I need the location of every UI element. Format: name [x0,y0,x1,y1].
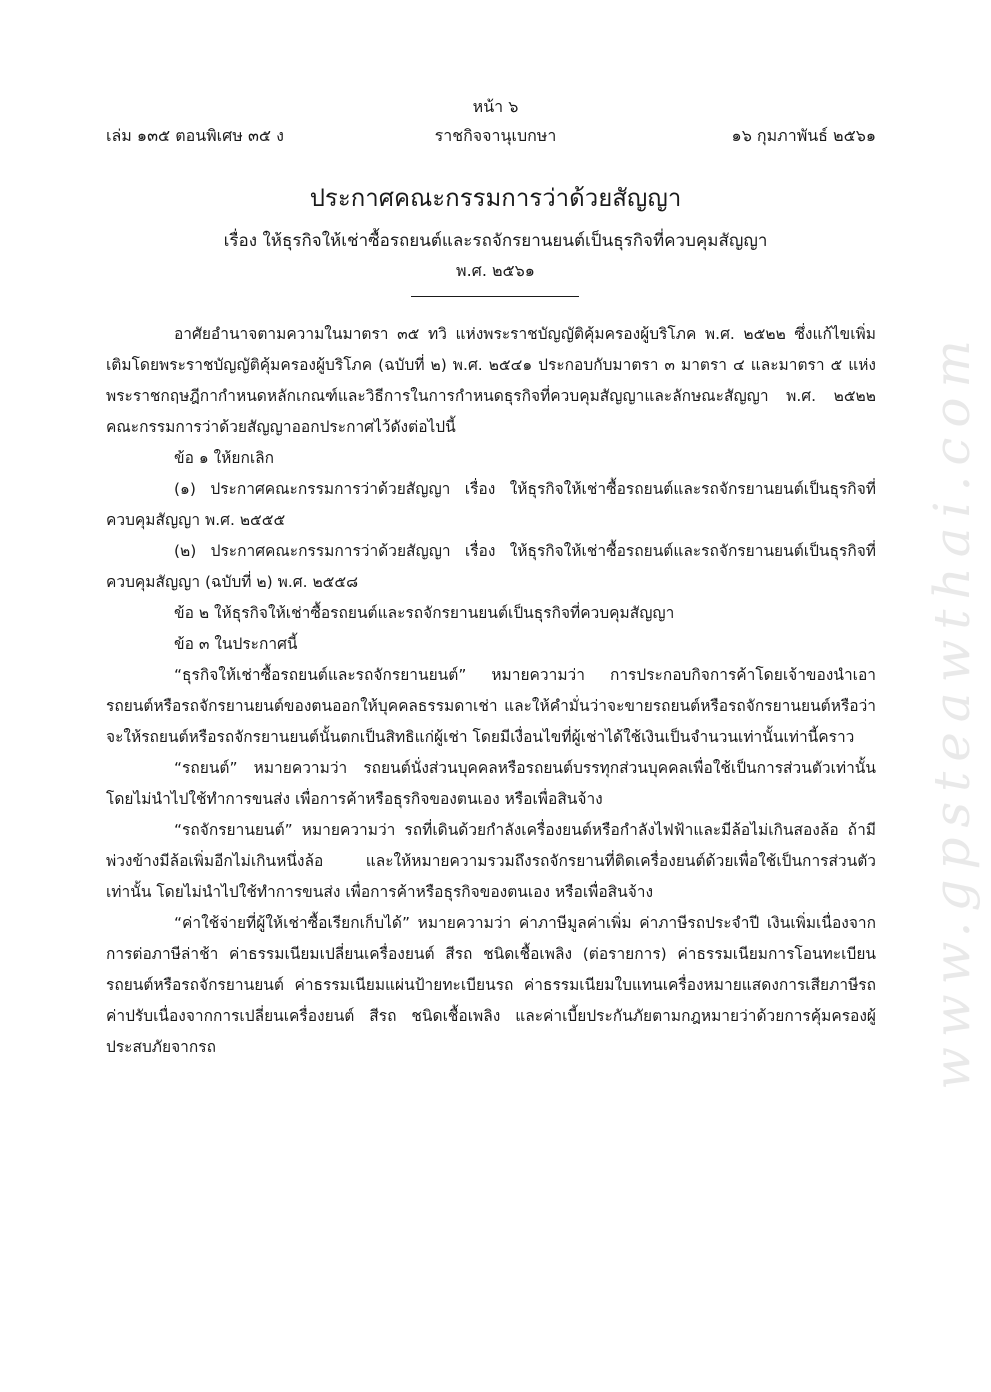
header-date: ๑๖ กุมภาพันธ์ ๒๕๖๑ [731,126,876,145]
watermark-text: www.gpsteawthai.com [923,330,981,1090]
clause-2: ข้อ ๒ ให้ธุรกิจให้เช่าซื้อรถยนต์และรถจักรยานยนต์เป็นธุรกิจที่ควบคุมสัญญา [174,604,675,622]
definition-motorcycle: “รถจักรยานยนต์” หมายความว่า รถที่เดินด้วยกำลังเครื่องยนต์หรือกำลังไฟฟ้าและมีล้อไม่เกินสองล้อ ถ้ามีพ่วงข้างมีล้อเพิ่มอีกไม่เกินหนึ่งล้อ และให้หมายความรวมถึงรถจักรยานที่ติดเครื่องยนต์ด้วยเพื่อใช้เป็นการส่วนตัวเท่านั้น โดยไม่นำไปใช้ทำการขนส่ง เพื่อการค้าหรือธุรกิจของตนเอง หรือเพื่อสินจ้าง [106,821,876,901]
document-subject: เรื่อง ให้ธุรกิจให้เช่าซื้อรถยนต์และรถจักรยานยนต์เป็นธุรกิจที่ควบคุมสัญญา [223,231,768,251]
document-body [106,319,876,1063]
definition-car: “รถยนต์” หมายความว่า รถยนต์นั่งส่วนบุคคลหรือรถยนต์บรรทุกส่วนบุคคลเพื่อใช้เป็นการส่วนตัวเท่านั้น โดยไม่นำไปใช้ทำการขนส่ง เพื่อการค้าหรือธุรกิจของตนเอง หรือเพื่อสินจ้าง [106,759,876,808]
definition-business: “ธุรกิจให้เช่าซื้อรถยนต์และรถจักรยานยนต์” หมายความว่า การประกอบกิจการค้าโดยเจ้าของนำเอารถยนต์หรือรถจักรยานยนต์ของตนออกให้บุคคลธรรมดาเช่า และให้คำมั่นว่าจะขายรถยนต์หรือรถจักรยานยนต์หรือว่าจะให้รถยนต์หรือรถจักรยานยนต์นั้นตกเป็นสิทธิแก่ผู้เช่า โดยมีเงื่อนไขที่ผู้เช่าได้ใช้เงินเป็นจำนวนเท่านั้นเท่านี้คราว [106,666,876,746]
clause-1-item-2: (๒) ประกาศคณะกรรมการว่าด้วยสัญญา เรื่อง ให้ธุรกิจให้เช่าซื้อรถยนต์และรถจักรยานยนต์เป็นธุรกิจที่ควบคุมสัญญา (ฉบับที่ ๒) พ.ศ. ๒๕๕๘ [106,542,876,591]
document-title: ประกาศคณะกรรมการว่าด้วยสัญญา [309,184,682,212]
title-divider [411,296,579,297]
header-gazette-name: ราชกิจจานุเบกษา [434,126,557,145]
clause-3: ข้อ ๓ ในประกาศนี้ [174,635,298,653]
document-year: พ.ศ. ๒๕๖๑ [456,261,535,280]
clause-1-item-1: (๑) ประกาศคณะกรรมการว่าด้วยสัญญา เรื่อง ให้ธุรกิจให้เช่าซื้อรถยนต์และรถจักรยานยนต์เป็นธุรกิจที่ควบคุมสัญญา พ.ศ. ๒๕๕๕ [106,480,876,529]
watermark [921,230,983,1190]
preamble-paragraph: อาศัยอำนาจตามความในมาตรา ๓๕ ทวิ แห่งพระราชบัญญัติคุ้มครองผู้บริโภค พ.ศ. ๒๕๒๒ ซึ่งแก้ไขเพิ่มเติมโดยพระราชบัญญัติคุ้มครองผู้บริโภค (ฉบับที่ ๒) พ.ศ. ๒๕๔๑ ประกอบกับมาตรา ๓ มาตรา ๔ และมาตรา ๕ แห่งพระราชกฤษฎีกากำหนดหลักเกณฑ์และวิธีการในการกำหนดธุรกิจที่ควบคุมสัญญาและลักษณะสัญญา พ.ศ. ๒๕๒๒ คณะกรรมการว่าด้วยสัญญาออกประกาศไว้ดังต่อไปนี้ [106,325,876,436]
header-volume: เล่ม ๑๓๕ ตอนพิเศษ ๓๕ ง [106,126,284,145]
clause-1: ข้อ ๑ ให้ยกเลิก [174,449,275,467]
definition-expenses: “ค่าใช้จ่ายที่ผู้ให้เช่าซื้อเรียกเก็บได้” หมายความว่า ค่าภาษีมูลค่าเพิ่ม ค่าภาษีรถประจำปี เงินเพิ่มเนื่องจากการต่อภาษีล่าช้า ค่าธรรมเนียมเปลี่ยนเครื่องยนต์ สีรถ ชนิดเชื้อเพลิง (ต่อรายการ) ค่าธรรมเนียมการโอนทะเบียนรถยนต์หรือรถจักรยานยนต์ ค่าธรรมเนียมแผ่นป้ายทะเบียนรถ ค่าธรรมเนียมใบแทนเครื่องหมายแสดงการเสียภาษีรถ ค่าปรับเนื่องจากการเปลี่ยนเครื่องยนต์ สีรถ ชนิดเชื้อเพลิง และค่าเบี้ยประกันภัยตามกฎหมายว่าด้วยการคุ้มครองผู้ประสบภัยจากรถ [106,914,876,1056]
page-number: หน้า ๖ [472,97,519,116]
